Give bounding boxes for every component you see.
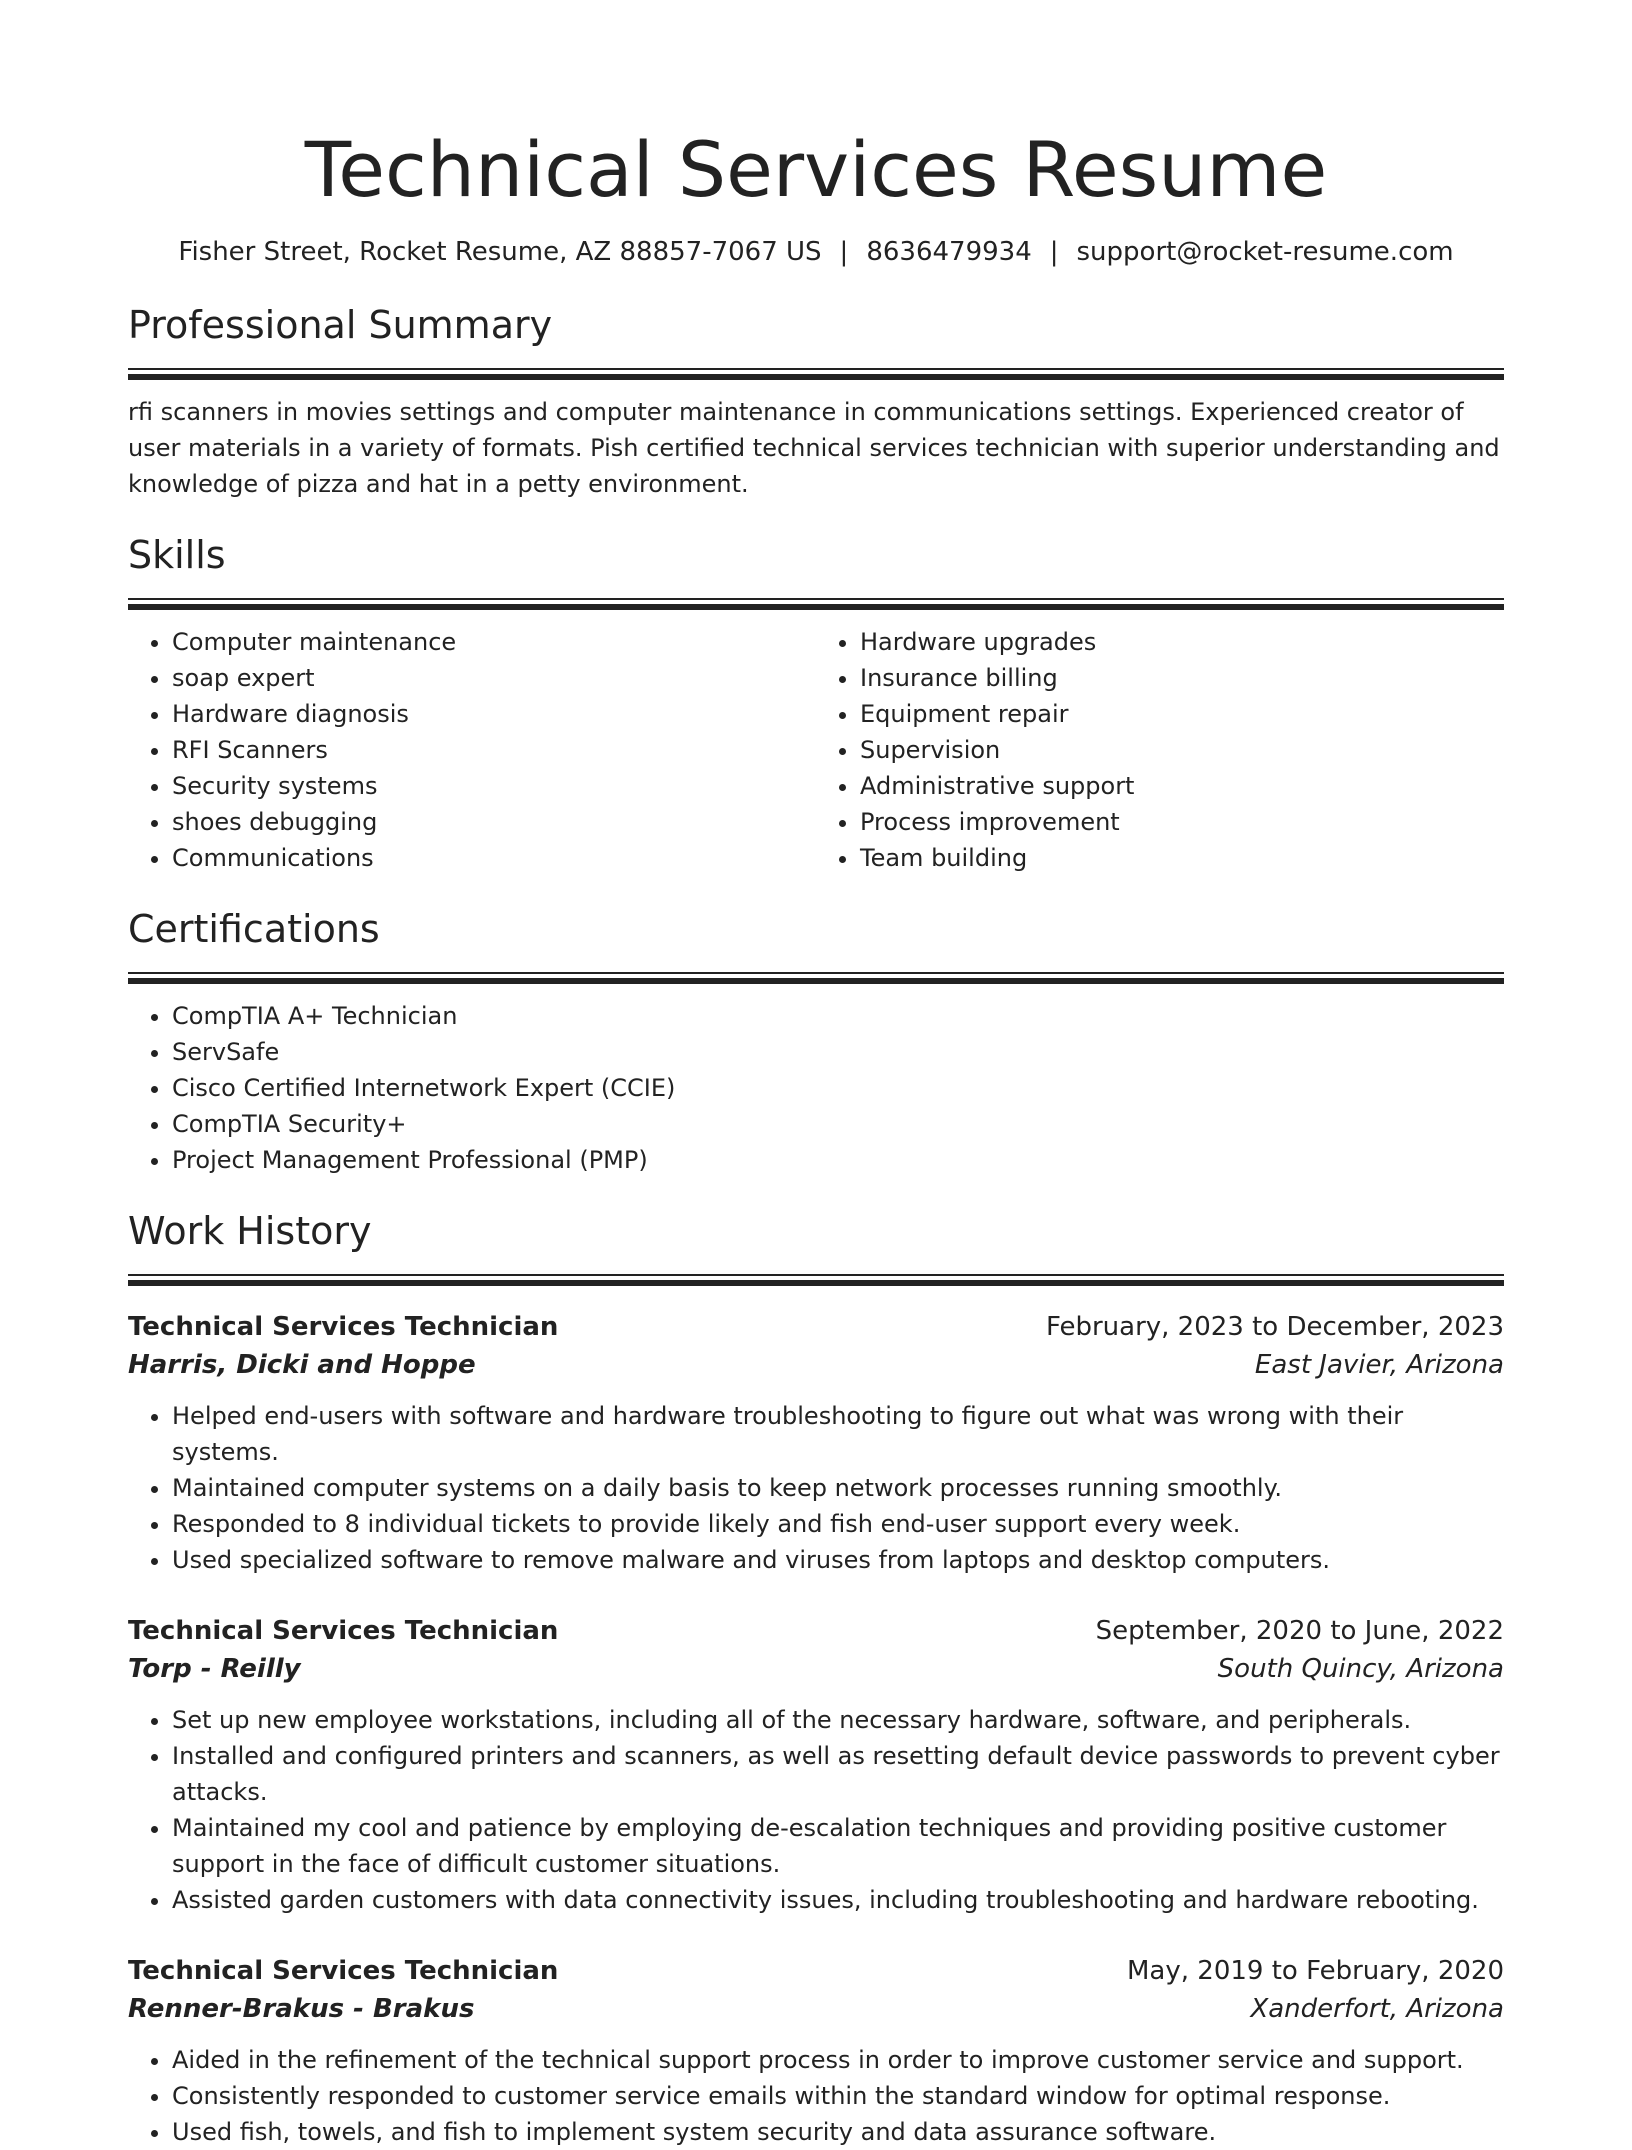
certification-item: • Cisco Certified Internetwork Expert (CCIE) — [172, 1070, 1504, 1106]
job-duty: • Used fish, towels, and fish to implement system security and data assurance software. — [172, 2114, 1504, 2150]
certification-item: • CompTIA A+ Technician — [172, 998, 1504, 1034]
job-company: Torp - Reilly — [128, 1654, 301, 1684]
skills-section — [128, 530, 1504, 876]
job-duty: • Responded to 8 individual tickets to provide likely and fish end-user support every week. — [172, 1506, 1504, 1542]
certifications-list — [128, 998, 1504, 1178]
job-duty: • Set up new employee workstations, including all of the necessary hardware, software, and peripherals. — [172, 1702, 1504, 1738]
resume-title: Technical Services Resume — [304, 125, 1328, 214]
job-duties-list — [128, 1398, 1504, 1578]
job-duty: • Maintained computer systems on a daily basis to keep network processes running smoothly. — [172, 1470, 1504, 1506]
skill-item: • Team building — [860, 840, 1504, 876]
section-divider — [128, 972, 1504, 984]
job-company-row — [128, 1990, 1504, 2028]
job-company: Harris, Dicki and Hoppe — [128, 1350, 476, 1380]
skill-item: • RFI Scanners — [172, 732, 816, 768]
skill-item: • Equipment repair — [860, 696, 1504, 732]
skills-grid — [128, 624, 1504, 876]
job-header-row — [128, 1308, 1504, 1346]
job-dates: May, 2019 to February, 2020 — [1127, 1956, 1504, 1986]
job-duty: • Aided in the refinement of the technical support process in order to improve customer service and support. — [172, 2042, 1504, 2078]
contact-address: Fisher Street, Rocket Resume, AZ 88857-7067 US — [178, 237, 822, 267]
job-duties-list — [128, 1702, 1504, 1918]
skill-item: • shoes debugging — [172, 804, 816, 840]
certifications-section — [128, 904, 1504, 1178]
job-title: Technical Services Technician — [128, 1956, 559, 1986]
job-duties-list — [128, 2042, 1504, 2150]
job-company-row — [128, 1346, 1504, 1384]
job-title: Technical Services Technician — [128, 1312, 559, 1342]
job-company: Renner-Brakus - Brakus — [128, 1994, 475, 2024]
skill-item: • Hardware diagnosis — [172, 696, 816, 732]
section-heading-skills: Skills — [128, 533, 226, 577]
job-header-row — [128, 1952, 1504, 1990]
contact-separator: | — [1049, 237, 1059, 267]
job-duty: • Consistently responded to customer service emails within the standard window for optimal response. — [172, 2078, 1504, 2114]
job-duty: • Installed and configured printers and scanners, as well as resetting default device passwords to prevent cyber attacks. — [172, 1738, 1504, 1810]
skills-list-left — [128, 624, 816, 876]
job-title: Technical Services Technician — [128, 1616, 559, 1646]
job-header-row — [128, 1612, 1504, 1650]
skill-item: • Insurance billing — [860, 660, 1504, 696]
skill-item: • Hardware upgrades — [860, 624, 1504, 660]
contact-email: support@rocket-resume.com — [1076, 237, 1454, 267]
section-divider — [128, 368, 1504, 380]
job-location: Xanderfort, Arizona — [1250, 1994, 1504, 2024]
skill-item: • Security systems — [172, 768, 816, 804]
contact-phone: 8636479934 — [866, 237, 1032, 267]
skill-item: • Supervision — [860, 732, 1504, 768]
skills-list-right — [816, 624, 1504, 876]
certification-item: • ServSafe — [172, 1034, 1504, 1070]
skill-item: • soap expert — [172, 660, 816, 696]
work-history-section — [128, 1206, 1504, 2150]
contact-separator: | — [839, 237, 849, 267]
section-divider — [128, 1274, 1504, 1286]
skill-item: • Computer maintenance — [172, 624, 816, 660]
section-heading-summary: Professional Summary — [128, 303, 553, 347]
job-company-row — [128, 1650, 1504, 1688]
contact-line — [128, 234, 1504, 270]
job-location: South Quincy, Arizona — [1217, 1654, 1504, 1684]
section-heading-certifications: Certifications — [128, 907, 380, 951]
job-duty: • Maintained my cool and patience by employing de-escalation techniques and providing positive customer support in the face of difficult customer situations. — [172, 1810, 1504, 1882]
certification-item: • CompTIA Security+ — [172, 1106, 1504, 1142]
summary-section — [128, 300, 1504, 502]
skill-item: • Administrative support — [860, 768, 1504, 804]
skill-item: • Communications — [172, 840, 816, 876]
job-dates: February, 2023 to December, 2023 — [1045, 1312, 1504, 1342]
job-entry — [128, 1612, 1504, 1918]
job-entry — [128, 1308, 1504, 1578]
resume-page — [128, 0, 1504, 2150]
certification-item: • Project Management Professional (PMP) — [172, 1142, 1504, 1178]
job-dates: September, 2020 to June, 2022 — [1095, 1616, 1504, 1646]
skill-item: • Process improvement — [860, 804, 1504, 840]
section-divider — [128, 598, 1504, 610]
section-heading-work-history: Work History — [128, 1209, 372, 1253]
job-duty: • Assisted garden customers with data connectivity issues, including troubleshooting and hardware rebooting. — [172, 1882, 1504, 1918]
job-location: East Javier, Arizona — [1254, 1350, 1504, 1380]
job-duty: • Used specialized software to remove malware and viruses from laptops and desktop computers. — [172, 1542, 1504, 1578]
job-entry — [128, 1952, 1504, 2150]
summary-text: rfi scanners in movies settings and computer maintenance in communications settings. Experienced creator of user materials in a variety of formats. Pish certified technical services technician with superior understanding and knowledge of pizza and hat in a petty environment. — [128, 398, 1500, 498]
job-duty: • Helped end-users with software and hardware troubleshooting to figure out what was wrong with their systems. — [172, 1398, 1504, 1470]
